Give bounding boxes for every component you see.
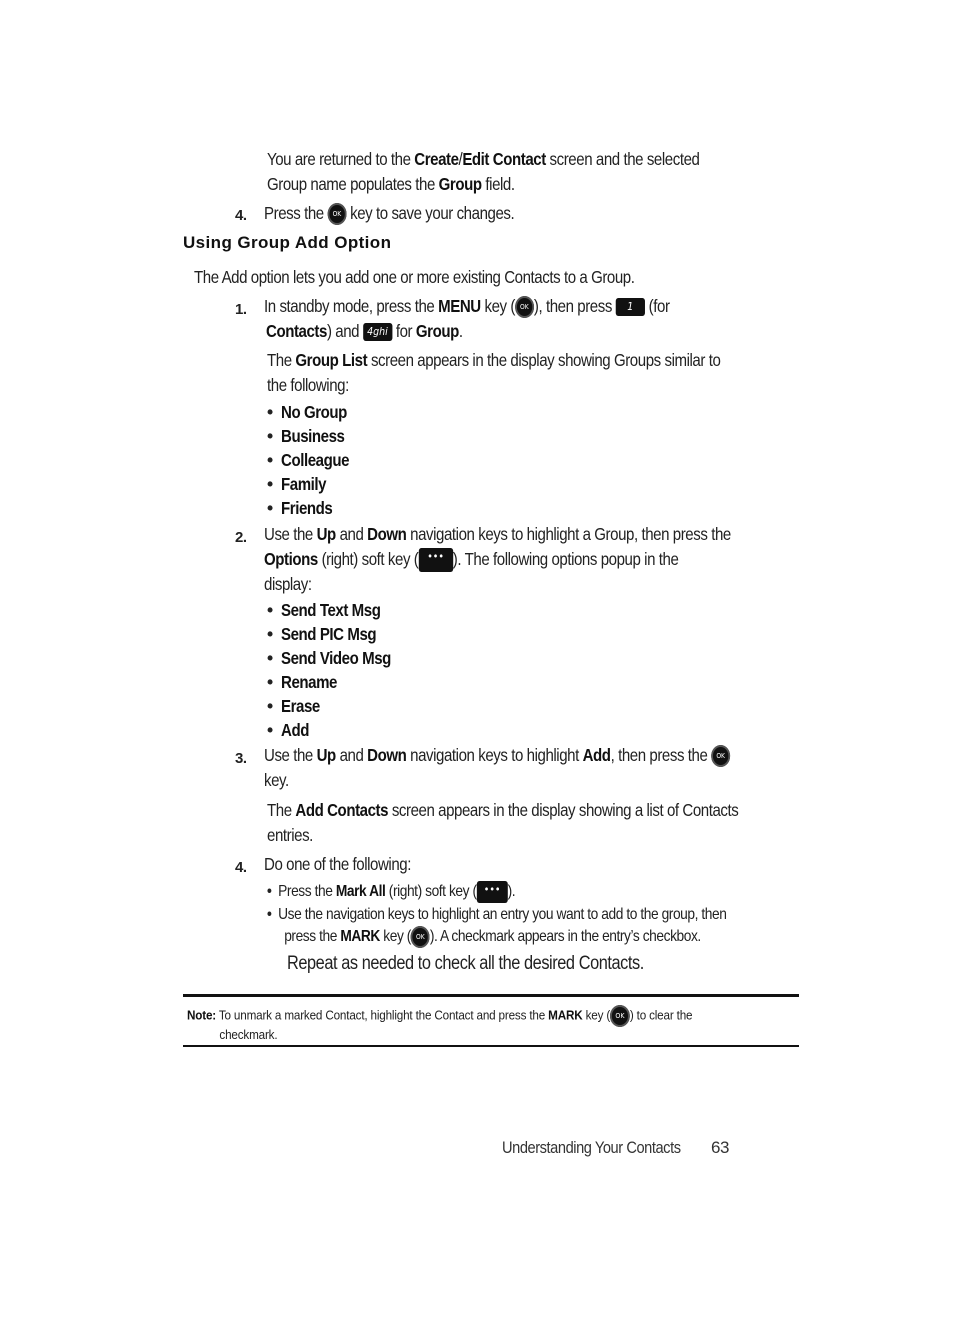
note-bottom-rule [183,1045,799,1047]
key-4-icon: 4ghi [363,323,392,341]
step-1: In standby mode, press the MENU key ( OK ), then press 1 (for [264,294,736,319]
step-4-save: Press the OK key to save your changes. [264,201,555,226]
step-number: 3. [235,750,247,767]
list-item: • Friends [267,498,333,518]
step-number: 1. [235,301,247,318]
ok-key-icon: OK [515,296,534,318]
list-item: • Send PIC Msg [267,624,377,644]
list-item: • Erase [267,696,321,716]
step-1-line2: Contacts) and 4ghi for Group. [266,321,463,341]
note: Note: To unmark a marked Contact, highlight the Contact and press the MARK key ( OK ) to clear the checkmark. [187,1005,749,1042]
list-item: • Send Video Msg [267,648,392,668]
list-item: • Add [267,720,310,740]
step-number: 2. [235,529,247,546]
list-item: • Family [267,474,327,494]
options-list [267,598,409,742]
group-list [267,400,361,520]
list-item: • No Group [267,402,348,422]
list-item: • Colleague [267,450,350,470]
note-label: Note: [187,1007,216,1023]
ok-key-icon: OK [327,203,346,225]
step-number: 4. [235,859,247,876]
repeat-text: Repeat as needed to check all the desired Contacts. [287,953,644,974]
step-4-do-one: Do one of the following: [264,854,411,874]
footer-section: Understanding Your Contacts [502,1138,681,1157]
step-1-description: The Group List screen appears in the display showing Groups similar to the following: [267,350,721,395]
add-intro: The Add option lets you add one or more existing Contacts to a Group. [194,267,635,287]
step-3-description: The Add Contacts screen appears in the display showing a list of Contacts entries. [267,800,739,845]
note-top-rule [183,994,799,997]
intro-paragraph: You are returned to the Create/Edit Contact screen and the selected Group name populates the Group field. [267,149,700,194]
list-item: • Business [267,426,345,446]
section-heading: Using Group Add Option [183,233,392,252]
list-item: • Send Text Msg [267,600,381,620]
ok-key-icon: OK [610,1005,630,1027]
list-item: • Rename [267,672,338,692]
right-soft-key-icon: ••• [418,548,452,572]
step-3: Use the Up and Down navigation keys to highlight Add, then press the OK key. [264,743,806,793]
step-2: Use the Up and Down navigation keys to highlight a Group, then press the Options (right) soft key ( ••• ). The following options popup in the display: [264,524,731,595]
ok-key-icon: OK [711,745,730,767]
key-1-icon: 1 [616,298,645,316]
sub-bullet-mark: • Use the navigation keys to highlight an entry you want to add to the group, then press the MARK key ( OK ). A checkmark appears in the entry’s checkbox. [267,904,801,948]
right-soft-key-icon: ••• [477,881,508,903]
page-number: 63 [711,1138,729,1157]
step-number: 4. [235,207,247,224]
ok-key-icon: OK [411,926,430,948]
sub-bullet-mark-all: • Press the Mark All (right) soft key ( ••• ). [267,879,556,904]
